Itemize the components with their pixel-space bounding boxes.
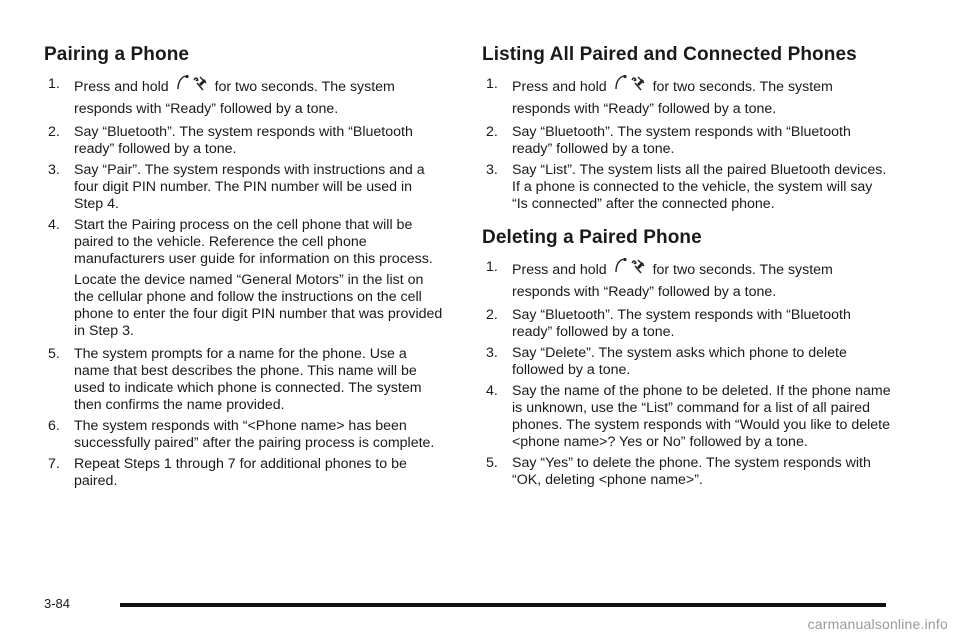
talk-phone-button-icon	[175, 74, 209, 99]
step-text: Say “Bluetooth”. The system responds with “Bluetooth ready” followed by a tone.	[512, 124, 851, 157]
listing-steps	[482, 74, 892, 213]
step-text-before: Press and hold	[74, 79, 169, 95]
step-number: 3.	[48, 162, 60, 178]
step-text: Say “Pair”. The system responds with instructions and a four digit PIN number. The PIN number will be used in Step 4.	[74, 162, 425, 212]
step-text: Say “Delete”. The system asks which phone to delete followed by a tone.	[512, 345, 847, 378]
list-item	[44, 74, 444, 120]
list-item	[44, 162, 444, 213]
list-item	[482, 455, 892, 489]
step-number: 2.	[486, 307, 498, 323]
step-number: 2.	[48, 124, 60, 140]
step-text: Say “Bluetooth”. The system responds with “Bluetooth ready” followed by a tone.	[512, 307, 851, 340]
pairing-steps	[44, 74, 444, 268]
step-number: 1.	[486, 259, 498, 275]
list-item	[482, 383, 892, 451]
step-text-after: for two seconds. The system responds with “Ready” followed by a tone.	[512, 79, 833, 117]
talk-phone-button-icon	[613, 74, 647, 99]
list-item	[482, 124, 892, 158]
step-text: Say “Yes” to delete the phone. The system responds with “OK, deleting <phone name>”.	[512, 455, 871, 488]
list-item	[482, 162, 892, 213]
step-number: 4.	[48, 217, 60, 233]
section-heading-listing: Listing All Paired and Connected Phones	[482, 44, 857, 65]
step-number: 3.	[486, 345, 498, 361]
list-item	[482, 307, 892, 341]
step-text: Say “Bluetooth”. The system responds with “Bluetooth ready” followed by a tone.	[74, 124, 413, 157]
list-item	[482, 74, 892, 120]
step-number: 6.	[48, 418, 60, 434]
section-heading-deleting: Deleting a Paired Phone	[482, 227, 702, 248]
list-item	[44, 124, 444, 158]
step-number: 7.	[48, 456, 60, 472]
left-column	[44, 44, 444, 494]
step-number: 5.	[486, 455, 498, 471]
right-column	[482, 44, 892, 493]
step-text: Start the Pairing process on the cell phone that will be paired to the vehicle. Reference the cell phone manufacturers user guide for information on this process.	[74, 217, 433, 267]
step-number: 5.	[48, 346, 60, 362]
list-item	[482, 345, 892, 379]
step-number: 1.	[486, 76, 498, 92]
step-number: 2.	[486, 124, 498, 140]
step-number: 4.	[486, 383, 498, 399]
step-text-before: Press and hold	[512, 262, 607, 278]
step-note: Locate the device named “General Motors” in the list on the cellular phone and follow the instructions on the cell phone to enter the four digit PIN number that was provided in Step 3.	[74, 272, 443, 339]
list-item	[482, 257, 892, 303]
deleting-steps	[482, 257, 892, 489]
step-text-after: for two seconds. The system responds with “Ready” followed by a tone.	[512, 262, 833, 300]
step-text: The system prompts for a name for the phone. Use a name that best describes the phone. This name will be used to indicate which phone is connected. The system then confirms the name provided.	[74, 346, 422, 413]
footer-divider	[120, 603, 886, 607]
step-number: 3.	[486, 162, 498, 178]
list-item	[44, 456, 444, 490]
pairing-steps-continued	[44, 346, 444, 490]
step-text-after: for two seconds. The system responds with “Ready” followed by a tone.	[74, 79, 395, 117]
step-text: Repeat Steps 1 through 7 for additional phones to be paired.	[74, 456, 407, 489]
list-item	[44, 418, 444, 452]
list-item	[44, 217, 444, 268]
page-number: 3-84	[44, 596, 71, 611]
step-text: Say the name of the phone to be deleted. If the phone name is unknown, use the “List” command for a list of all paired phones. The system responds with “Would you like to delete <phone name>? Yes or No” followed by a tone.	[512, 383, 891, 450]
step-text: Say “List”. The system lists all the paired Bluetooth devices. If a phone is connected to the vehicle, the system will say “Is connected” after the connected phone.	[512, 162, 887, 212]
step-text: The system responds with “<Phone name> has been successfully paired” after the pairing process is complete.	[74, 418, 435, 451]
list-item	[44, 346, 444, 414]
talk-phone-button-icon	[613, 257, 647, 282]
step-text-before: Press and hold	[512, 79, 607, 95]
step-number: 1.	[48, 76, 60, 92]
section-heading-pairing: Pairing a Phone	[44, 44, 190, 65]
watermark: carmanualsonline.info	[807, 616, 948, 632]
